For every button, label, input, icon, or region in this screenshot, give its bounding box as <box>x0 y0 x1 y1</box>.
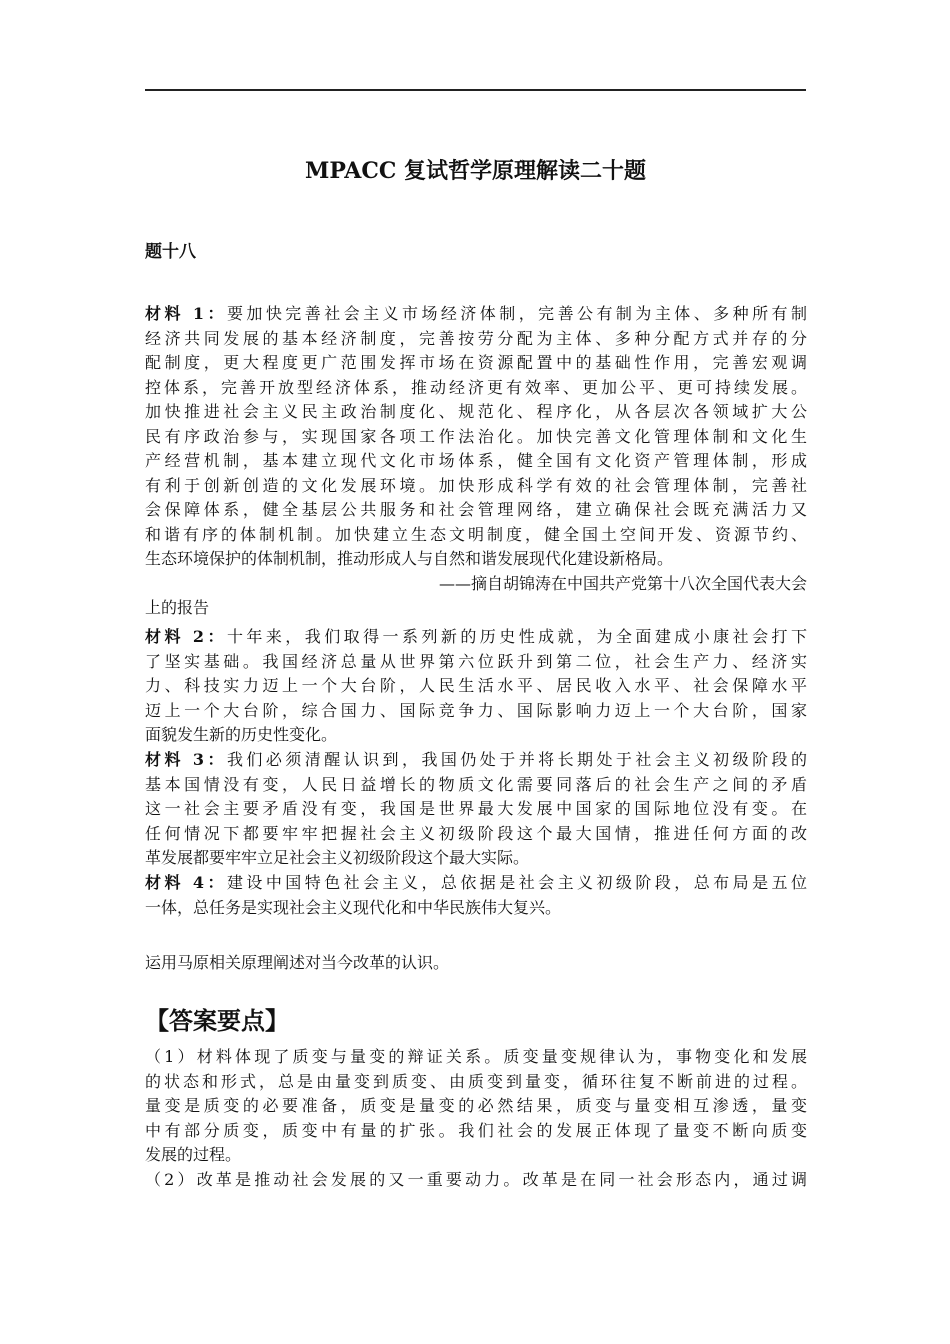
material-1-line: 有利于创新创造的文化发展环境。加快形成科学有效的社会管理体制，完善社 <box>145 475 807 495</box>
material-2-line: 了坚实基础。我国经济总量从世界第六位跃升到第二位，社会生产力、经济实 <box>145 651 807 671</box>
material-2-line: 材料 2：十年来，我们取得一系列新的历史性成就，为全面建成小康社会打下 <box>145 627 807 646</box>
header-rule <box>145 89 806 91</box>
material-1-line: 产经营机制，基本建立现代文化市场体系，健全国有文化资产管理体制，形成 <box>145 451 807 470</box>
material-2-line: 力、科技实力迈上一个大台阶，人民生活水平、居民收入水平、社会保障水平 <box>145 676 807 695</box>
answer-heading: 【答案要点】 <box>145 1006 289 1035</box>
material-4-line: 材料 4：建设中国特色社会主义，总依据是社会主义初级阶段，总布局是五位 <box>145 873 807 892</box>
material-1-source: 上的报告 <box>145 598 210 617</box>
material-1-line: 材料 1：要加快完善社会主义市场经济体制，完善公有制为主体、多种所有制 <box>145 304 807 323</box>
material-1-line: 经济共同发展的基本经济制度，完善按劳分配为主体、多种分配方式并存的分 <box>145 328 807 348</box>
answer-line: 的状态和形式，总是由量变到质变、由质变到量变，循环往复不断前进的过程。 <box>145 1071 807 1091</box>
material-2 <box>145 625 807 748</box>
material-3-line: 任何情况下都要牢牢把握社会主义初级阶段这个最大国情，推进任何方面的改 <box>145 823 807 843</box>
material-1 <box>145 302 807 621</box>
material-1-line: 会保障体系，健全基层公共服务和社会管理网络，建立确保社会既充满活力又 <box>145 500 807 519</box>
material-4-line: 一体，总任务是实现社会主义现代化和中华民族伟大复兴。 <box>145 897 562 917</box>
question-text: 运用马原相关原理阐述对当今改革的认识。 <box>145 953 450 972</box>
material-2-line: 面貌发生新的历史性变化。 <box>145 725 338 744</box>
material-1-line: 民有序政治参与，实现国家各项工作法治化。加快完善文化管理体制和文化生 <box>145 426 807 446</box>
material-2-label: 材料 2： <box>145 627 227 646</box>
material-4-label: 材料 4： <box>145 873 227 892</box>
material-1-line: 控体系，完善开放型经济体系，推动经济更有效率、更加公平、更可持续发展。 <box>145 377 807 397</box>
document-title: MPACC 复试哲学原理解读二十题 <box>304 158 647 184</box>
material-1-line: 生态环境保护的体制机制，推动形成人与自然和谐发展现代化建设新格局。 <box>145 549 674 568</box>
material-1-line: 配制度，更大程度更广范围发挥市场在资源配置中的基础性作用，完善宏观调 <box>145 353 807 372</box>
material-3-line: 材料 3：我们必须清醒认识到，我国仍处于并将长期处于社会主义初级阶段的 <box>145 750 807 769</box>
question-number: 题十八 <box>145 242 196 262</box>
material-3 <box>145 748 807 871</box>
material-1-line: 加快推进社会主义民主政治制度化、规范化、程序化，从各层次各领域扩大公 <box>145 402 807 421</box>
material-4 <box>145 871 807 920</box>
material-2-line: 迈上一个大台阶，综合国力、国际竞争力、国际影响力迈上一个大台阶，国家 <box>145 700 807 720</box>
answer-line: 发展的过程。 <box>145 1145 242 1164</box>
answer-line: 量变是质变的必要准备，质变是量变的必然结果，质变与量变相互渗透，量变 <box>145 1096 807 1115</box>
answer-line: 中有部分质变，质变中有量的扩张。我们社会的发展正体现了量变不断向质变 <box>145 1120 807 1140</box>
material-3-line: 革发展都要牢牢立足社会主义初级阶段这个最大实际。 <box>145 848 530 867</box>
answer-body <box>145 1045 807 1192</box>
answer-line: （1）材料体现了质变与量变的辩证关系。质变量变规律认为，事物变化和发展 <box>145 1047 807 1066</box>
material-3-line: 这一社会主要矛盾没有变，我国是世界最大发展中国家的国际地位没有变。在 <box>145 799 807 818</box>
material-3-line: 基本国情没有变，人民日益增长的物质文化需要同落后的社会生产之间的矛盾 <box>145 774 807 794</box>
answer-line: （2）改革是推动社会发展的又一重要动力。改革是在同一社会形态内，通过调 <box>145 1169 807 1189</box>
material-1-line: 和谐有序的体制机制。加快建立生态文明制度，健全国土空间开发、资源节约、 <box>145 524 807 544</box>
material-1-label: 材料 1： <box>145 304 227 323</box>
material-3-label: 材料 3： <box>145 750 227 769</box>
material-1-source: ——摘自胡锦涛在中国共产党第十八次全国代表大会 <box>438 573 807 593</box>
question-prompt <box>145 951 807 976</box>
